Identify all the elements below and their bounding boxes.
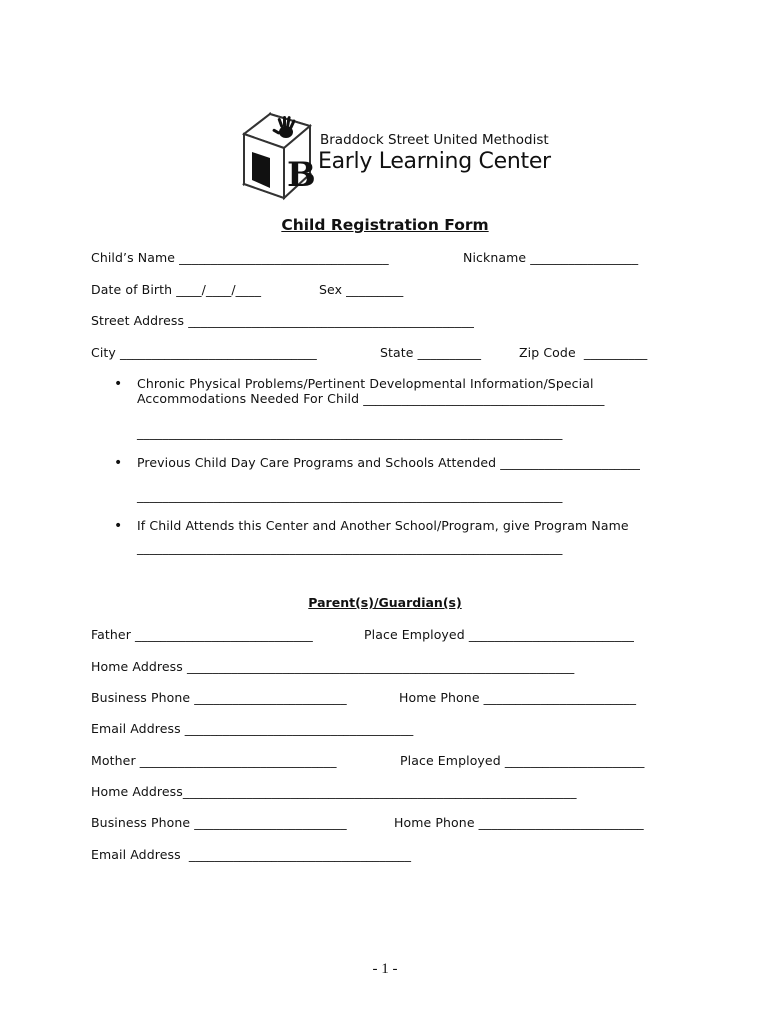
logo-center-name: Early Learning Center [318, 149, 551, 174]
mother-field[interactable]: Mother _______________________________ [91, 753, 337, 768]
father-home-phone-field[interactable]: Home Phone ________________________ [399, 690, 637, 705]
mother-business-phone-field[interactable]: Business Phone ________________________ [91, 815, 347, 830]
special-needs-field-continued[interactable]: ___________________________________________________________________ [137, 425, 563, 440]
form-title: Child Registration Form [281, 216, 489, 234]
zip-code-field[interactable]: Zip Code __________ [519, 345, 648, 360]
block-letter: B [287, 155, 316, 195]
bullet-marker: • [114, 455, 123, 471]
other-program-field[interactable]: ___________________________________________________________________ [137, 540, 563, 555]
father-field[interactable]: Father ____________________________ [91, 627, 313, 642]
father-email-field[interactable]: Email Address ____________________________________ [91, 721, 414, 736]
mother-place-employed-field[interactable]: Place Employed ______________________ [400, 753, 645, 768]
sex-field[interactable]: Sex _________ [319, 282, 404, 297]
child-name-field[interactable]: Child’s Name _________________________________ [91, 250, 389, 265]
abc-block-icon [240, 112, 322, 202]
previous-programs-field-continued[interactable]: ___________________________________________________________________ [137, 488, 563, 503]
state-field[interactable]: State __________ [380, 345, 482, 360]
other-program-label: If Child Attends this Center and Another School/Program, give Program Name [137, 518, 629, 533]
parents-section-title: Parent(s)/Guardian(s) [308, 595, 462, 610]
special-needs-label: Chronic Physical Problems/Pertinent Developmental Information/Special [137, 376, 594, 391]
father-place-employed-field[interactable]: Place Employed __________________________ [364, 627, 634, 642]
center-logo [240, 112, 551, 202]
bullet-marker: • [114, 518, 123, 534]
bullet-marker: • [114, 376, 123, 392]
page-number: - 1 - [372, 961, 398, 977]
date-of-birth-field[interactable]: Date of Birth ____/____/____ [91, 282, 262, 297]
special-needs-field[interactable]: Accommodations Needed For Child ______________________________________ [137, 391, 605, 406]
father-home-address-field[interactable]: Home Address _____________________________________________________________ [91, 659, 575, 674]
previous-programs-field[interactable]: Previous Child Day Care Programs and Schools Attended ______________________ [137, 455, 640, 470]
mother-home-phone-field[interactable]: Home Phone __________________________ [394, 815, 644, 830]
father-business-phone-field[interactable]: Business Phone ________________________ [91, 690, 347, 705]
city-field[interactable]: City _______________________________ [91, 345, 317, 360]
mother-email-field[interactable]: Email Address ___________________________________ [91, 847, 412, 862]
mother-home-address-field[interactable]: Home Address______________________________________________________________ [91, 784, 577, 799]
street-address-field[interactable]: Street Address _____________________________________________ [91, 313, 474, 328]
logo-church-name: Braddock Street United Methodist [320, 132, 549, 148]
nickname-field[interactable]: Nickname _________________ [463, 250, 639, 265]
